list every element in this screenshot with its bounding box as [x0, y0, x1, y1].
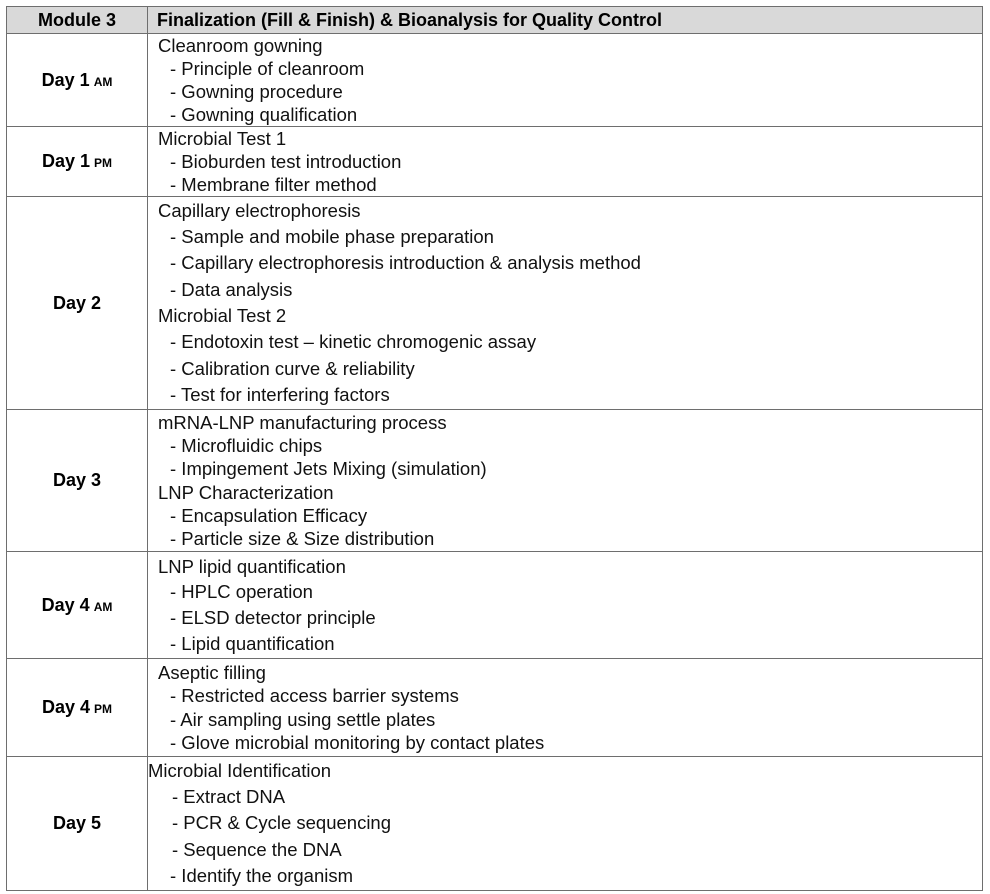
day-period: PM	[94, 156, 113, 170]
topic-item: - Endotoxin test – kinetic chromogenic assay	[170, 331, 537, 353]
schedule-row-day5	[7, 757, 983, 891]
topic-item: - Calibration curve & reliability	[170, 357, 415, 379]
topic-heading: mRNA-LNP manufacturing process	[158, 411, 447, 433]
day-period: AM	[93, 74, 113, 89]
day-label	[7, 197, 148, 410]
topic-heading: LNP Characterization	[158, 481, 334, 503]
session-content	[148, 197, 983, 410]
topic-item: - Principle of cleanroom	[170, 58, 365, 79]
schedule-row-day1-pm	[7, 127, 983, 197]
topic-item: - Sample and mobile phase preparation	[170, 226, 494, 248]
schedule-row-day3	[7, 410, 983, 552]
topic-heading: Cleanroom gowning	[158, 35, 323, 56]
day-label	[7, 410, 148, 552]
day-name: Day 1	[41, 151, 91, 171]
session-content	[148, 757, 983, 891]
topic-item: - Particle size & Size distribution	[170, 527, 435, 549]
topic-item: - Capillary electrophoresis introduction & analysis method	[170, 252, 641, 274]
session-content	[148, 410, 983, 552]
topic-heading: Microbial Test 1	[158, 128, 287, 149]
topic-item: - Identify the organism	[170, 865, 354, 887]
schedule-row-day1-am	[7, 34, 983, 127]
topic-item: - Glove microbial monitoring by contact plates	[170, 732, 545, 753]
topic-item: - HPLC operation	[170, 581, 313, 603]
day-name: Day 3	[52, 470, 102, 490]
topic-item: - Extract DNA	[172, 785, 286, 807]
day-period: AM	[93, 599, 113, 614]
day-label	[7, 127, 148, 197]
topic-item: - Impingement Jets Mixing (simulation)	[170, 458, 487, 480]
schedule-row-day2	[7, 197, 983, 410]
topic-heading: Capillary electrophoresis	[158, 199, 361, 221]
topic-heading: Aseptic filling	[158, 661, 266, 683]
module-header: Module 3	[7, 7, 148, 34]
schedule-row-day4-am	[7, 552, 983, 659]
session-content	[148, 34, 983, 127]
topic-heading: LNP lipid quantification	[158, 555, 346, 577]
topic-item: - ELSD detector principle	[170, 607, 376, 628]
topic-item: - Membrane filter method	[170, 174, 377, 195]
topic-item: - Restricted access barrier systems	[170, 685, 459, 706]
schedule-row-day4-pm	[7, 659, 983, 757]
topic-item: - Lipid quantification	[170, 632, 335, 654]
day-name: Day 5	[52, 813, 102, 833]
day-name: Day 4	[41, 697, 91, 717]
topic-item: - Bioburden test introduction	[170, 151, 402, 172]
session-content	[148, 659, 983, 757]
topic-item: - PCR & Cycle sequencing	[172, 812, 392, 834]
topic-item: - Air sampling using settle plates	[170, 708, 436, 730]
session-content	[148, 127, 983, 197]
schedule-table	[6, 6, 983, 891]
day-name: Day 1	[41, 69, 90, 90]
day-label	[7, 659, 148, 757]
day-label	[7, 34, 148, 127]
day-name: Day 2	[52, 292, 102, 313]
header-row	[7, 7, 983, 34]
day-period: PM	[94, 702, 113, 716]
topic-item: - Gowning qualification	[170, 104, 358, 125]
day-label	[7, 757, 148, 891]
topic-item: - Data analysis	[170, 278, 293, 300]
topic-heading: Microbial Identification	[148, 759, 332, 781]
topic-item: - Sequence the DNA	[172, 838, 342, 860]
topic-heading: Microbial Test 2	[158, 305, 287, 326]
module-title: Finalization (Fill & Finish) & Bioanalysis for Quality Control	[148, 7, 983, 34]
day-label	[7, 552, 148, 659]
topic-item: - Encapsulation Efficacy	[170, 504, 368, 526]
session-content	[148, 552, 983, 659]
topic-item: - Gowning procedure	[170, 81, 343, 102]
topic-item: - Test for interfering factors	[170, 383, 390, 405]
day-name: Day 4	[41, 594, 90, 615]
topic-item: - Microfluidic chips	[170, 435, 323, 457]
